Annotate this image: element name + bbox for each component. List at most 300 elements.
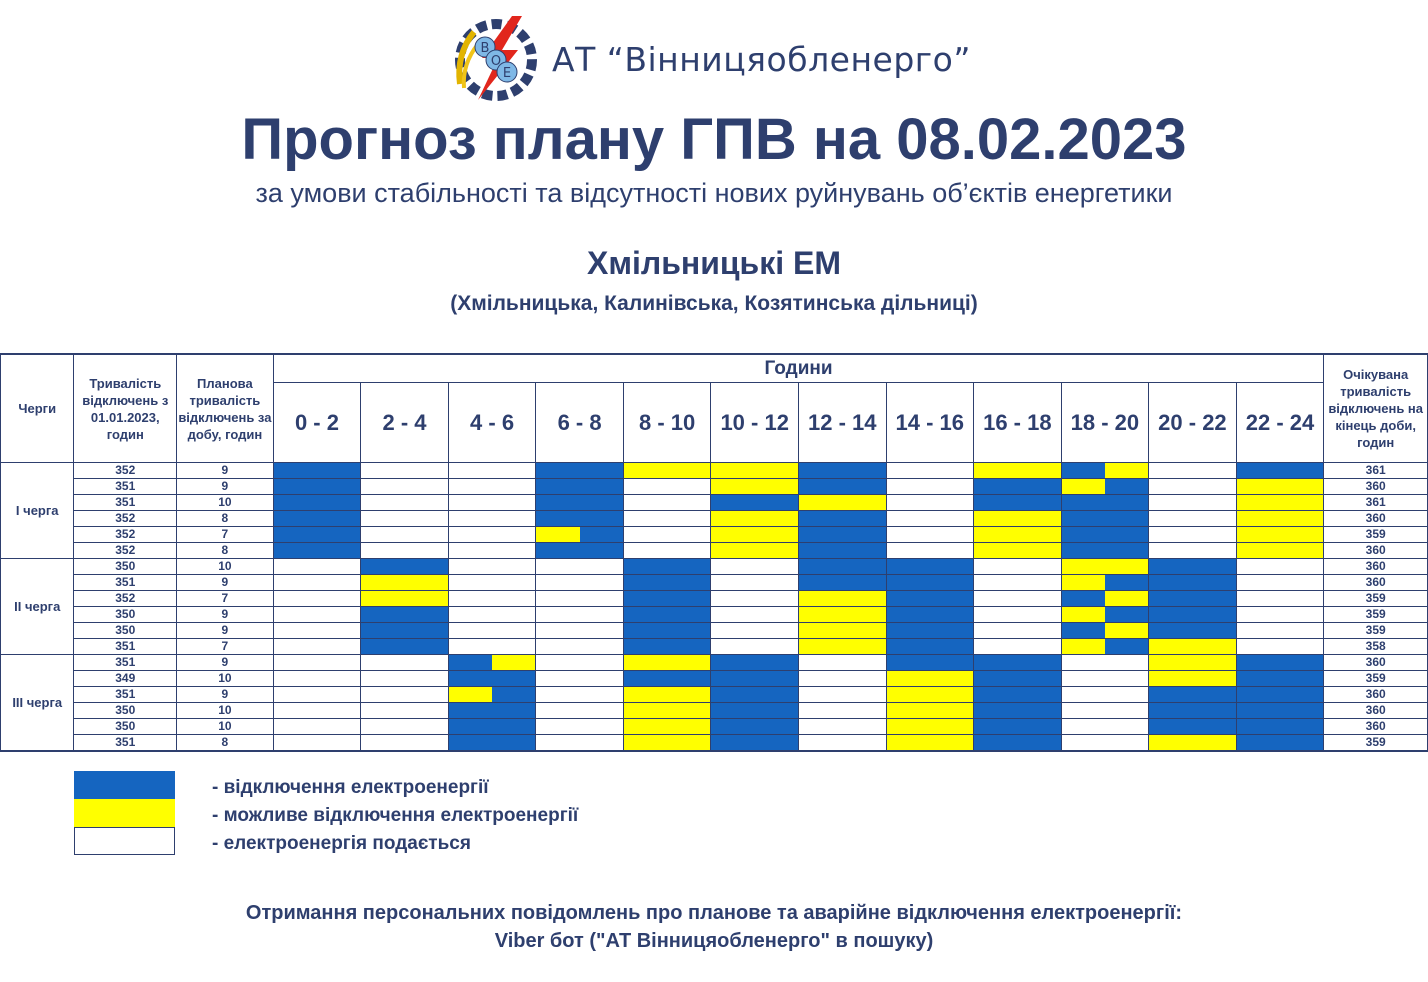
table-row	[1, 463, 1428, 479]
slot-cell	[273, 623, 361, 639]
company-logo	[452, 14, 544, 104]
slot-cell	[886, 543, 974, 559]
slot-cell	[623, 463, 711, 479]
planned-hours-cell: 10	[177, 559, 274, 575]
slot-header: 4 - 6	[448, 383, 536, 463]
expected-hours-cell: 359	[1324, 607, 1428, 623]
slot-cell	[711, 527, 799, 543]
slot-cell	[1149, 479, 1237, 495]
slot-cell	[448, 575, 536, 591]
total-hours-cell: 350	[74, 559, 177, 575]
slot-cell	[886, 639, 974, 655]
slot-cell	[711, 607, 799, 623]
slot-cell	[974, 479, 1062, 495]
planned-hours-cell: 10	[177, 495, 274, 511]
slot-cell	[1061, 479, 1149, 495]
slot-cell	[273, 607, 361, 623]
slot-cell	[1236, 639, 1324, 655]
slot-cell	[1236, 575, 1324, 591]
table-row	[1, 719, 1428, 735]
slot-cell	[536, 655, 624, 671]
slot-cell	[798, 559, 886, 575]
slot-cell-first-hour	[1062, 623, 1105, 638]
slot-cell	[448, 607, 536, 623]
total-hours-cell: 350	[74, 703, 177, 719]
slot-cell	[1061, 575, 1149, 591]
slot-cell	[1236, 735, 1324, 752]
slot-cell	[798, 575, 886, 591]
slot-cell	[1061, 719, 1149, 735]
slot-cell	[1149, 575, 1237, 591]
slot-cell	[1061, 607, 1149, 623]
slot-cell	[623, 623, 711, 639]
slot-cell	[1149, 527, 1237, 543]
planned-hours-cell: 9	[177, 463, 274, 479]
slot-cell	[974, 575, 1062, 591]
slot-cell	[798, 687, 886, 703]
slot-cell	[1236, 703, 1324, 719]
slot-cell	[448, 655, 536, 671]
slot-cell	[798, 495, 886, 511]
schedule-table	[0, 353, 1428, 752]
slot-cell-second-hour	[1105, 639, 1148, 654]
slot-cell	[798, 543, 886, 559]
slot-header: 2 - 4	[361, 383, 449, 463]
slot-cell	[448, 639, 536, 655]
planned-hours-cell: 9	[177, 479, 274, 495]
slot-cell-second-hour	[580, 527, 623, 542]
slot-cell	[623, 607, 711, 623]
slot-cell	[273, 495, 361, 511]
page-subtitle: за умови стабільності та відсутності нових руйнувань об’єктів енергетики	[255, 178, 1173, 208]
slot-cell	[273, 639, 361, 655]
slot-cell	[536, 479, 624, 495]
slot-cell-first-hour	[449, 655, 492, 670]
slot-cell	[361, 671, 449, 687]
expected-hours-cell: 360	[1324, 543, 1428, 559]
slot-cell	[273, 543, 361, 559]
slot-cell	[1061, 527, 1149, 543]
slot-cell	[711, 623, 799, 639]
slot-cell	[886, 623, 974, 639]
planned-hours-cell: 8	[177, 543, 274, 559]
table-row	[1, 703, 1428, 719]
slot-cell	[623, 543, 711, 559]
slot-cell	[273, 735, 361, 752]
slot-cell	[1236, 495, 1324, 511]
slot-header: 6 - 8	[536, 383, 624, 463]
slot-cell	[711, 479, 799, 495]
slot-cell	[536, 639, 624, 655]
planned-hours-cell: 9	[177, 575, 274, 591]
slot-cell	[536, 543, 624, 559]
table-row	[1, 607, 1428, 623]
planned-hours-cell: 10	[177, 703, 274, 719]
table-row	[1, 671, 1428, 687]
slot-cell	[886, 479, 974, 495]
total-hours-cell: 352	[74, 527, 177, 543]
slot-cell	[361, 559, 449, 575]
slot-cell	[711, 735, 799, 752]
slot-cell	[798, 623, 886, 639]
col-header-queue: Черги	[1, 354, 74, 463]
slot-cell	[623, 687, 711, 703]
slot-header: 10 - 12	[711, 383, 799, 463]
col-header-expected: Очікувана тривалість відключень на кінець доби, годин	[1324, 354, 1428, 463]
planned-hours-cell: 9	[177, 655, 274, 671]
total-hours-cell: 351	[74, 687, 177, 703]
slot-cell-first-hour	[1062, 639, 1105, 654]
slot-cell	[1236, 527, 1324, 543]
slot-cell	[536, 575, 624, 591]
slot-cell	[361, 463, 449, 479]
slot-cell	[623, 559, 711, 575]
expected-hours-cell: 360	[1324, 559, 1428, 575]
slot-cell	[273, 687, 361, 703]
slot-cell	[711, 591, 799, 607]
expected-hours-cell: 360	[1324, 479, 1428, 495]
slot-cell	[536, 591, 624, 607]
slot-cell	[448, 479, 536, 495]
expected-hours-cell: 361	[1324, 495, 1428, 511]
slot-cell	[1149, 607, 1237, 623]
slot-cell	[1061, 495, 1149, 511]
total-hours-cell: 351	[74, 575, 177, 591]
slot-cell	[711, 639, 799, 655]
table-row	[1, 623, 1428, 639]
expected-hours-cell: 360	[1324, 655, 1428, 671]
slot-cell	[886, 607, 974, 623]
slot-cell	[974, 607, 1062, 623]
slot-cell	[974, 735, 1062, 752]
slot-cell	[1236, 463, 1324, 479]
total-hours-cell: 351	[74, 495, 177, 511]
legend-swatch-on	[74, 827, 175, 855]
slot-cell	[886, 655, 974, 671]
slot-cell	[1149, 591, 1237, 607]
slot-cell	[273, 511, 361, 527]
total-hours-cell: 349	[74, 671, 177, 687]
slot-cell	[536, 703, 624, 719]
slot-cell	[273, 479, 361, 495]
slot-cell	[886, 687, 974, 703]
slot-cell	[623, 703, 711, 719]
slot-cell	[623, 511, 711, 527]
expected-hours-cell: 361	[1324, 463, 1428, 479]
slot-cell	[711, 463, 799, 479]
slot-cell	[536, 735, 624, 752]
slot-cell	[1061, 639, 1149, 655]
slot-cell	[974, 687, 1062, 703]
slot-cell	[361, 639, 449, 655]
slot-cell	[273, 703, 361, 719]
slot-cell	[974, 463, 1062, 479]
slot-cell	[886, 463, 974, 479]
col-header-hours: Години	[273, 354, 1324, 383]
expected-hours-cell: 360	[1324, 575, 1428, 591]
svg-text:Е: Е	[502, 66, 512, 81]
slot-header: 16 - 18	[974, 383, 1062, 463]
table-row	[1, 591, 1428, 607]
slot-cell	[974, 559, 1062, 575]
planned-hours-cell: 7	[177, 591, 274, 607]
slot-cell	[1236, 591, 1324, 607]
slot-cell	[798, 479, 886, 495]
slot-cell	[974, 591, 1062, 607]
slot-cell	[798, 607, 886, 623]
slot-cell	[974, 543, 1062, 559]
total-hours-cell: 352	[74, 591, 177, 607]
slot-cell	[886, 703, 974, 719]
slot-cell	[623, 479, 711, 495]
table-row	[1, 575, 1428, 591]
total-hours-cell: 351	[74, 479, 177, 495]
slot-cell	[448, 623, 536, 639]
slot-cell	[711, 543, 799, 559]
slot-cell	[1149, 495, 1237, 511]
slot-cell	[536, 671, 624, 687]
slot-cell	[623, 735, 711, 752]
slot-cell	[711, 559, 799, 575]
slot-cell-first-hour	[449, 687, 492, 702]
slot-cell	[361, 511, 449, 527]
slot-cell	[1149, 559, 1237, 575]
slot-cell	[361, 735, 449, 752]
planned-hours-cell: 9	[177, 687, 274, 703]
slot-cell	[361, 575, 449, 591]
footer-notice: Отримання персональних повідомлень про планове та аварійне відключення електроенергії:	[245, 902, 1183, 924]
slot-cell	[536, 719, 624, 735]
col-header-total: Тривалість відключень з 01.01.2023, годин	[74, 354, 177, 463]
slot-cell-first-hour	[1062, 463, 1105, 478]
slot-cell	[623, 671, 711, 687]
slot-cell	[1236, 687, 1324, 703]
planned-hours-cell: 10	[177, 671, 274, 687]
slot-cell-second-hour	[492, 687, 535, 702]
slot-cell	[1149, 463, 1237, 479]
slot-cell	[1061, 591, 1149, 607]
total-hours-cell: 350	[74, 607, 177, 623]
slot-cell	[448, 719, 536, 735]
table-row	[1, 655, 1428, 671]
col-header-planned: Планова тривалість відключень за добу, годин	[177, 354, 274, 463]
slot-cell	[273, 559, 361, 575]
planned-hours-cell: 9	[177, 623, 274, 639]
table-row	[1, 639, 1428, 655]
slot-cell	[886, 559, 974, 575]
company-name: АТ “Вінницяобленерго”	[552, 40, 971, 79]
slot-cell	[798, 511, 886, 527]
slot-cell-second-hour	[1105, 463, 1148, 478]
slot-cell	[623, 591, 711, 607]
table-row	[1, 543, 1428, 559]
slot-cell	[886, 591, 974, 607]
svg-text:О: О	[490, 54, 502, 69]
total-hours-cell: 350	[74, 623, 177, 639]
slot-cell	[1061, 703, 1149, 719]
slot-cell	[711, 655, 799, 671]
slot-cell	[623, 575, 711, 591]
svg-text:В: В	[480, 41, 490, 56]
legend-swatch-outage	[74, 771, 175, 799]
slot-cell	[974, 719, 1062, 735]
slot-cell	[974, 527, 1062, 543]
slot-cell	[711, 575, 799, 591]
slot-cell	[886, 575, 974, 591]
slot-cell	[1149, 671, 1237, 687]
total-hours-cell: 352	[74, 511, 177, 527]
slot-cell	[536, 495, 624, 511]
queue-label: II черга	[1, 559, 74, 655]
slot-cell	[1236, 511, 1324, 527]
slot-cell	[536, 527, 624, 543]
slot-cell	[448, 543, 536, 559]
slot-cell-first-hour	[1062, 591, 1105, 606]
slot-cell	[1149, 687, 1237, 703]
slot-cell	[711, 703, 799, 719]
slot-cell	[886, 511, 974, 527]
slot-cell	[1061, 543, 1149, 559]
slot-cell-second-hour	[1105, 575, 1148, 590]
slot-header: 18 - 20	[1061, 383, 1149, 463]
slot-cell-first-hour	[1062, 607, 1105, 622]
slot-cell	[711, 687, 799, 703]
slot-cell	[623, 639, 711, 655]
slot-cell	[1236, 479, 1324, 495]
queue-label: III черга	[1, 655, 74, 752]
slot-cell	[273, 671, 361, 687]
slot-cell	[1149, 543, 1237, 559]
total-hours-cell: 352	[74, 463, 177, 479]
slot-cell	[1061, 655, 1149, 671]
slot-cell	[1061, 559, 1149, 575]
slot-cell	[1061, 735, 1149, 752]
planned-hours-cell: 9	[177, 607, 274, 623]
slot-cell	[361, 703, 449, 719]
slot-cell	[448, 703, 536, 719]
planned-hours-cell: 8	[177, 735, 274, 752]
planned-hours-cell: 7	[177, 527, 274, 543]
expected-hours-cell: 359	[1324, 623, 1428, 639]
slot-header: 14 - 16	[886, 383, 974, 463]
expected-hours-cell: 358	[1324, 639, 1428, 655]
table-row	[1, 479, 1428, 495]
slot-cell	[623, 495, 711, 511]
slot-cell	[1236, 655, 1324, 671]
queue-label: I черга	[1, 463, 74, 559]
planned-hours-cell: 7	[177, 639, 274, 655]
slot-cell	[886, 719, 974, 735]
slot-cell-second-hour	[1105, 607, 1148, 622]
slot-cell	[886, 735, 974, 752]
slot-cell	[974, 495, 1062, 511]
slot-cell	[711, 719, 799, 735]
slot-cell	[448, 463, 536, 479]
slot-header: 8 - 10	[623, 383, 711, 463]
em-name: Хмільницькі ЕМ	[586, 245, 842, 281]
planned-hours-cell: 8	[177, 511, 274, 527]
slot-cell	[1236, 623, 1324, 639]
slot-cell	[1061, 623, 1149, 639]
slot-cell	[886, 527, 974, 543]
slot-cell	[1061, 463, 1149, 479]
legend-swatch-possible	[74, 799, 175, 827]
slot-cell	[1236, 559, 1324, 575]
slot-cell	[273, 719, 361, 735]
legend-label-on: - електроенергія подається	[212, 833, 471, 854]
slot-cell	[361, 655, 449, 671]
total-hours-cell: 350	[74, 719, 177, 735]
slot-cell	[711, 671, 799, 687]
slot-cell	[798, 463, 886, 479]
slot-cell	[711, 495, 799, 511]
expected-hours-cell: 360	[1324, 719, 1428, 735]
slot-cell-second-hour	[1105, 591, 1148, 606]
slot-cell	[974, 671, 1062, 687]
expected-hours-cell: 360	[1324, 703, 1428, 719]
slot-cell	[798, 735, 886, 752]
planned-hours-cell: 10	[177, 719, 274, 735]
slot-cell	[1149, 719, 1237, 735]
slot-cell	[361, 543, 449, 559]
slot-cell	[361, 607, 449, 623]
slot-cell	[1149, 639, 1237, 655]
slot-cell-first-hour	[536, 527, 579, 542]
slot-cell	[536, 463, 624, 479]
expected-hours-cell: 359	[1324, 527, 1428, 543]
slot-cell	[536, 687, 624, 703]
slot-cell	[974, 655, 1062, 671]
slot-cell	[798, 639, 886, 655]
slot-cell	[273, 575, 361, 591]
table-row	[1, 527, 1428, 543]
slot-cell-second-hour	[1105, 623, 1148, 638]
slot-cell	[711, 511, 799, 527]
slot-header: 0 - 2	[273, 383, 361, 463]
slot-cell	[623, 719, 711, 735]
slot-cell	[1061, 511, 1149, 527]
table-row	[1, 559, 1428, 575]
slot-cell	[273, 463, 361, 479]
slot-cell	[536, 623, 624, 639]
slot-cell	[798, 527, 886, 543]
table-row	[1, 735, 1428, 752]
slot-cell	[1061, 687, 1149, 703]
expected-hours-cell: 359	[1324, 735, 1428, 752]
page-title: Прогноз плану ГПВ на 08.02.2023	[241, 107, 1187, 172]
slot-cell	[273, 527, 361, 543]
slot-cell	[886, 671, 974, 687]
expected-hours-cell: 359	[1324, 671, 1428, 687]
total-hours-cell: 351	[74, 639, 177, 655]
total-hours-cell: 351	[74, 735, 177, 752]
slot-cell	[886, 495, 974, 511]
expected-hours-cell: 359	[1324, 591, 1428, 607]
table-row	[1, 511, 1428, 527]
slot-cell	[1149, 735, 1237, 752]
slot-cell	[448, 671, 536, 687]
slot-cell	[798, 703, 886, 719]
slot-cell	[623, 527, 711, 543]
slot-cell	[1236, 671, 1324, 687]
slot-cell	[448, 591, 536, 607]
slot-cell	[448, 511, 536, 527]
slot-cell	[361, 719, 449, 735]
slot-cell	[1236, 607, 1324, 623]
total-hours-cell: 352	[74, 543, 177, 559]
legend-label-outage: - відключення електроенергії	[212, 777, 489, 798]
slot-cell	[361, 591, 449, 607]
